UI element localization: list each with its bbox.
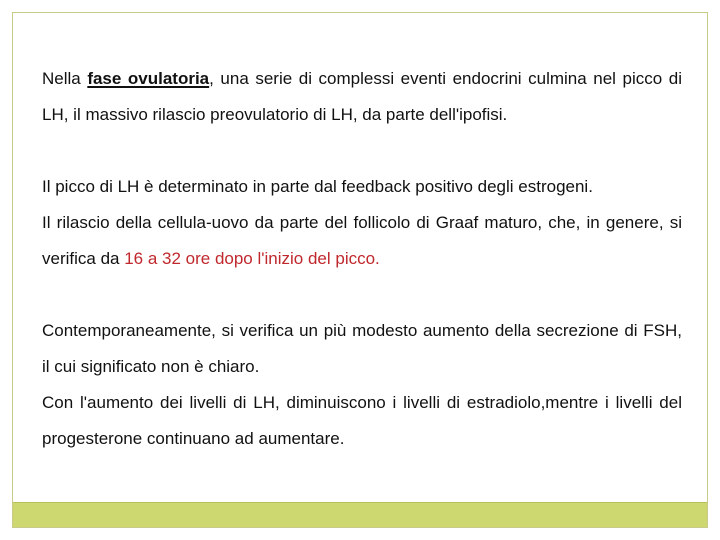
paragraph-fsh-secretion: Contemporaneamente, si verifica un più modesto aumento della secrezione di FSH, il cui significato non è chiaro. — [42, 321, 682, 376]
term-fase-ovulatoria: fase ovulatoria — [87, 69, 210, 88]
paragraph-estradiol-progesterone: Con l'aumento dei livelli di LH, diminuiscono i livelli di estradiolo,mentre i livelli del progesterone continuano ad aumentare. — [42, 393, 682, 448]
paragraph-egg-release — [42, 205, 682, 277]
paragraph-lh-peak: Il picco di LH è determinato in parte dal feedback positivo degli estrogeni. — [42, 177, 593, 196]
paragraph-1-intro: Nella — [42, 69, 88, 88]
paragraph-1-body: , una serie di complessi eventi endocrini culmina nel picco di LH, il massivo rilascio preovulatorio di LH, da parte dell'ipofisi. — [42, 69, 682, 124]
highlight-timing: 16 a 32 ore dopo l'inizio del picco. — [124, 249, 380, 268]
slide-frame — [12, 12, 708, 528]
footer-bar — [13, 502, 707, 527]
paragraph-3-body: Il rilascio della cellula-uovo da parte del follicolo di Graaf maturo, che, in genere, si verifica da — [42, 213, 682, 268]
paragraph-ovulatory-phase — [42, 61, 682, 133]
